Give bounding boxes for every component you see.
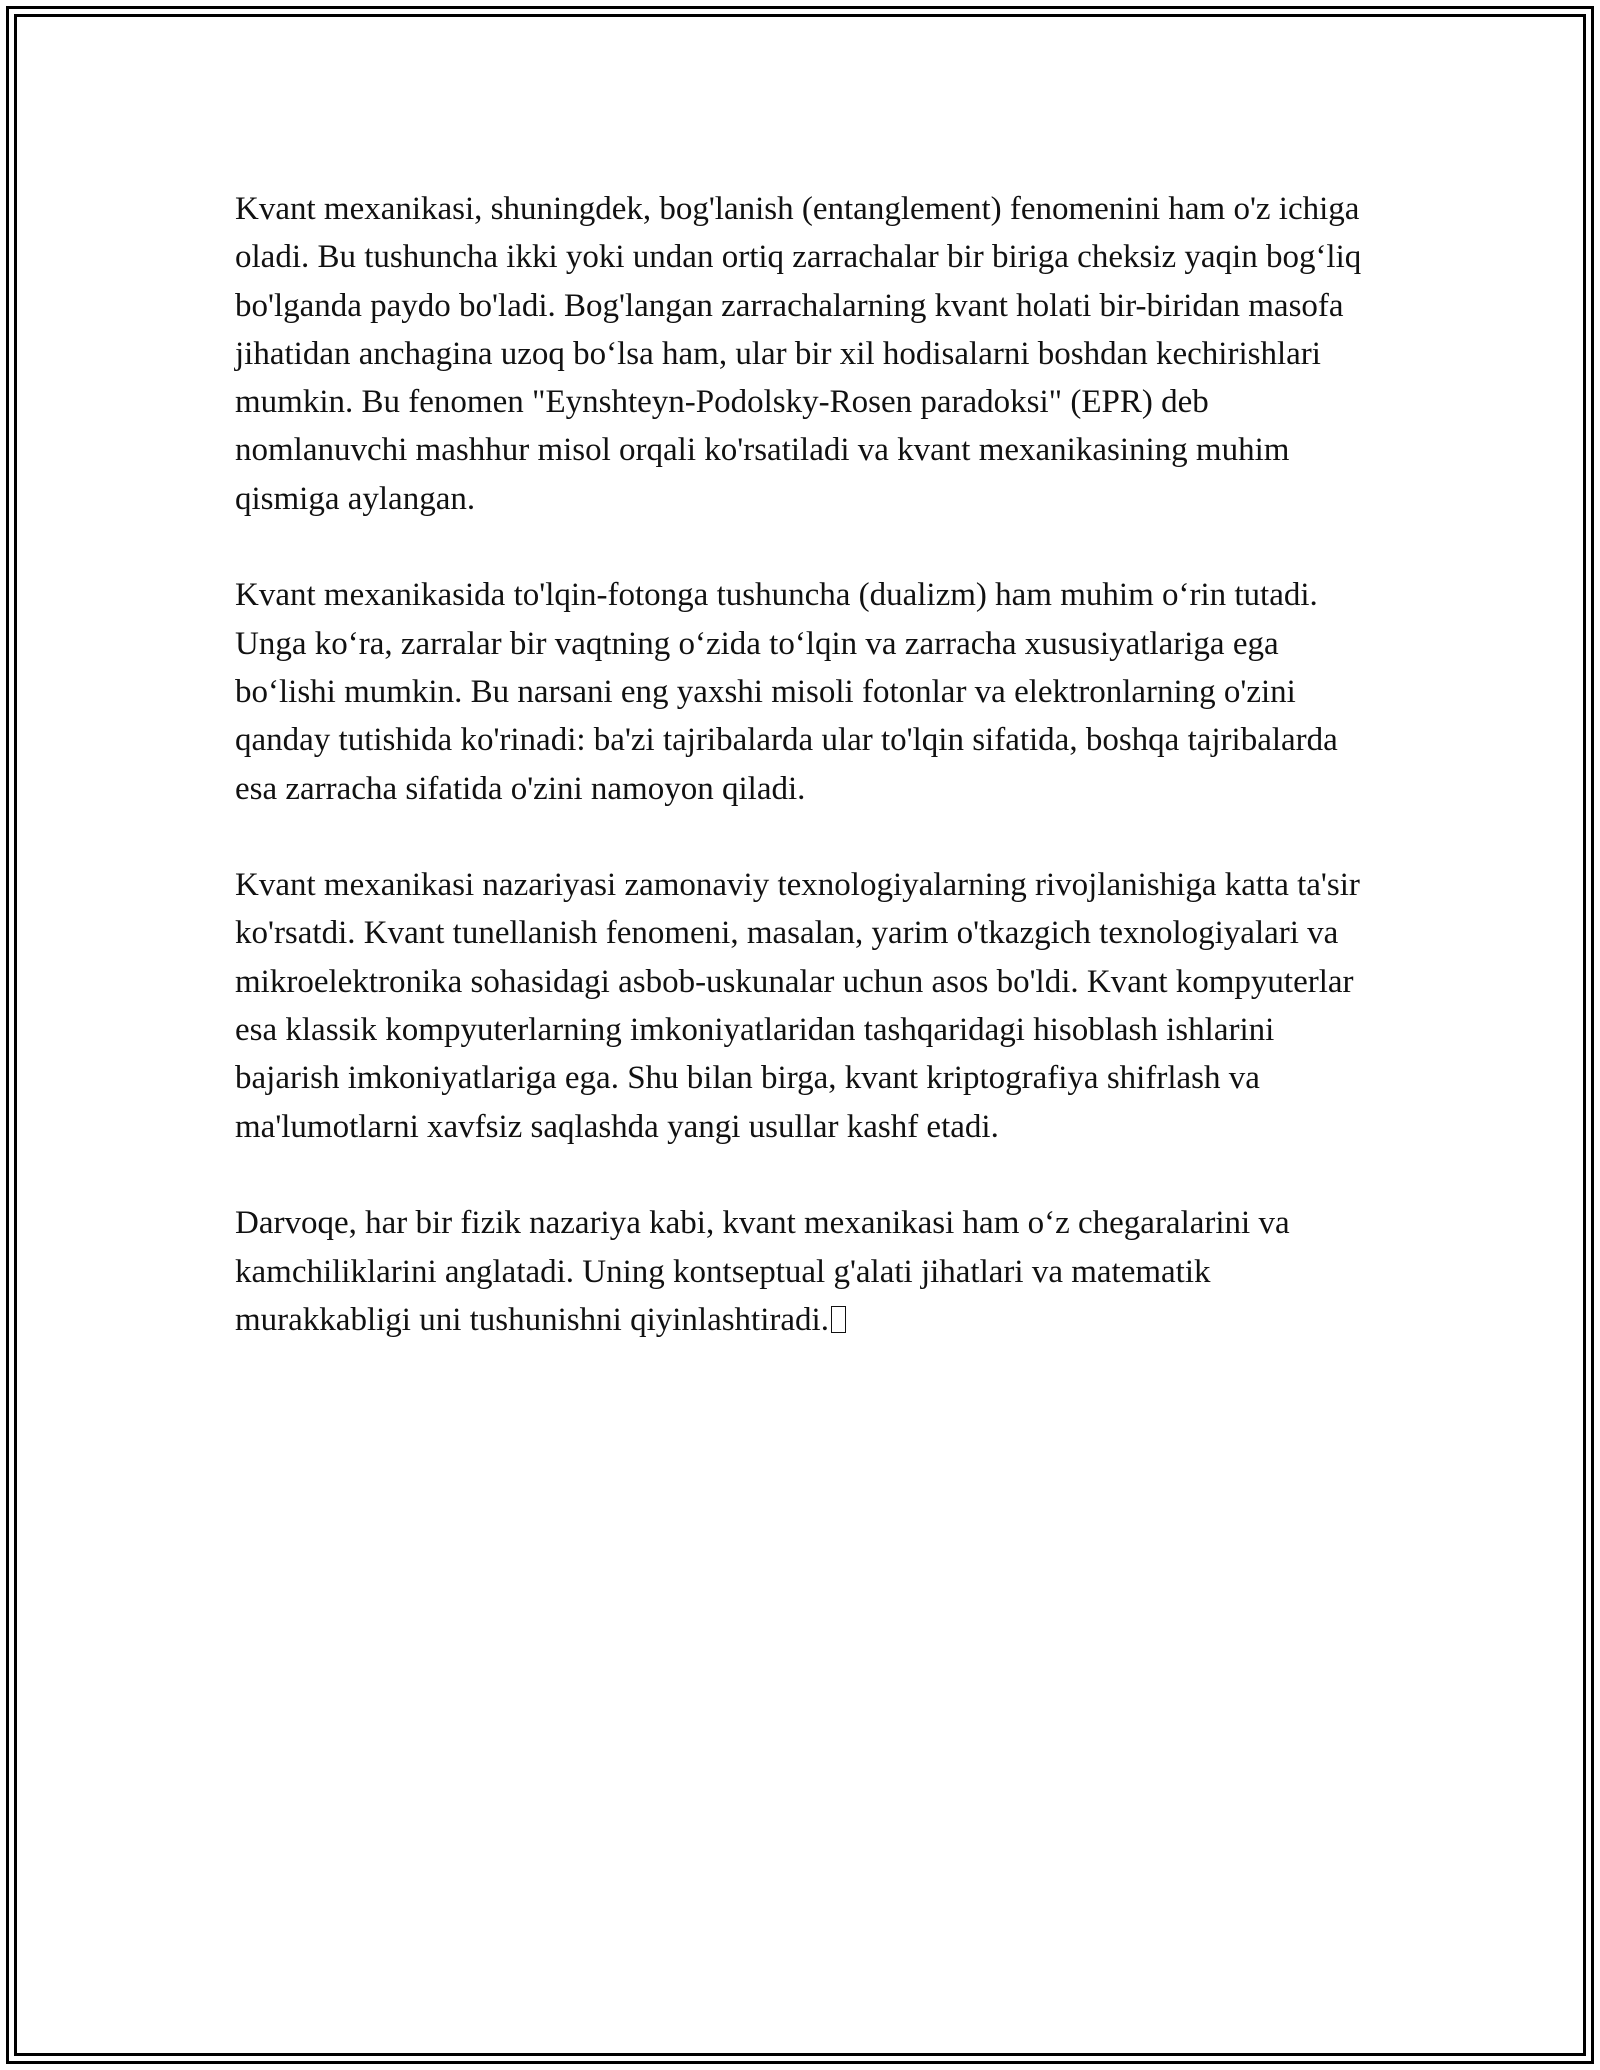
paragraph-technology-text: Kvant mexanikasi nazariyasi zamonaviy texnologiyalarning rivojlanishiga katta ta'sir ko'rsatdi. Kvant tunellanish fenomeni, masalan, yarim o'tkazgich texnologiyalari va mikroelektronika sohasidagi asbob-uskunalar uchun asos bo'ldi. Kvant kompyuterlar esa klassik kompyuterlarning imkoniyatlaridan tashqaridagi hisoblash ishlarini bajarish imkoniyatlariga ega. Shu bilan birga, kvant kriptografiya shifrlash va ma'lumotlarni xavfsiz saqlashda yangi usullar kashf etadi.: [235, 867, 1360, 1145]
paragraph-dualism: [235, 571, 1370, 812]
paragraph-entanglement-text: Kvant mexanikasi, shuningdek, bog'lanish (entanglement) fenomenini ham o'z ichiga oladi. Bu tushuncha ikki yoki undan ortiq zarrachalar bir biriga cheksiz yaqin bog‘liq bo'lganda paydo bo'ladi. Bog'langan zarrachalarning kvant holati bir-biridan masofa jihatidan anchagina uzoq bo‘lsa ham, ular bir xil hodisalarni boshdan kechirishlari mumkin. Bu fenomen "Eynshteyn-Podolsky-Rosen paradoksi" (EPR) deb nomlanuvchi mashhur misol orqali ko'rsatiladi va kvant mexanikasining muhim qismiga aylangan.: [235, 191, 1362, 517]
paragraph-dualism-text: Kvant mexanikasida to'lqin-fotonga tushuncha (dualizm) ham muhim o‘rin tutadi. Unga ko‘ra, zarralar bir vaqtning o‘zida to‘lqin va zarracha xususiyatlariga ega bo‘lishi mumkin. Bu narsani eng yaxshi misoli fotonlar va elektronlarning o'zini qanday tutishida ko'rinadi: ba'zi tajribalarda ular to'lqin sifatida, boshqa tajribalarda esa zarracha sifatida o'zini namoyon qiladi.: [235, 577, 1338, 807]
document-body: [235, 185, 1370, 1344]
missing-glyph-icon: [831, 1306, 846, 1333]
paragraph-entanglement: [235, 185, 1370, 523]
paragraph-limitations-text: Darvoqe, har bir fizik nazariya kabi, kvant mexanikasi ham o‘z chegaralarini va kamchiliklarini anglatadi. Uning kontseptual g'alati jihatlari va matematik murakkabligi uni tushunishni qiyinlashtiradi.: [235, 1205, 1290, 1338]
paragraph-limitations: [235, 1199, 1370, 1344]
paragraph-technology: [235, 861, 1370, 1151]
